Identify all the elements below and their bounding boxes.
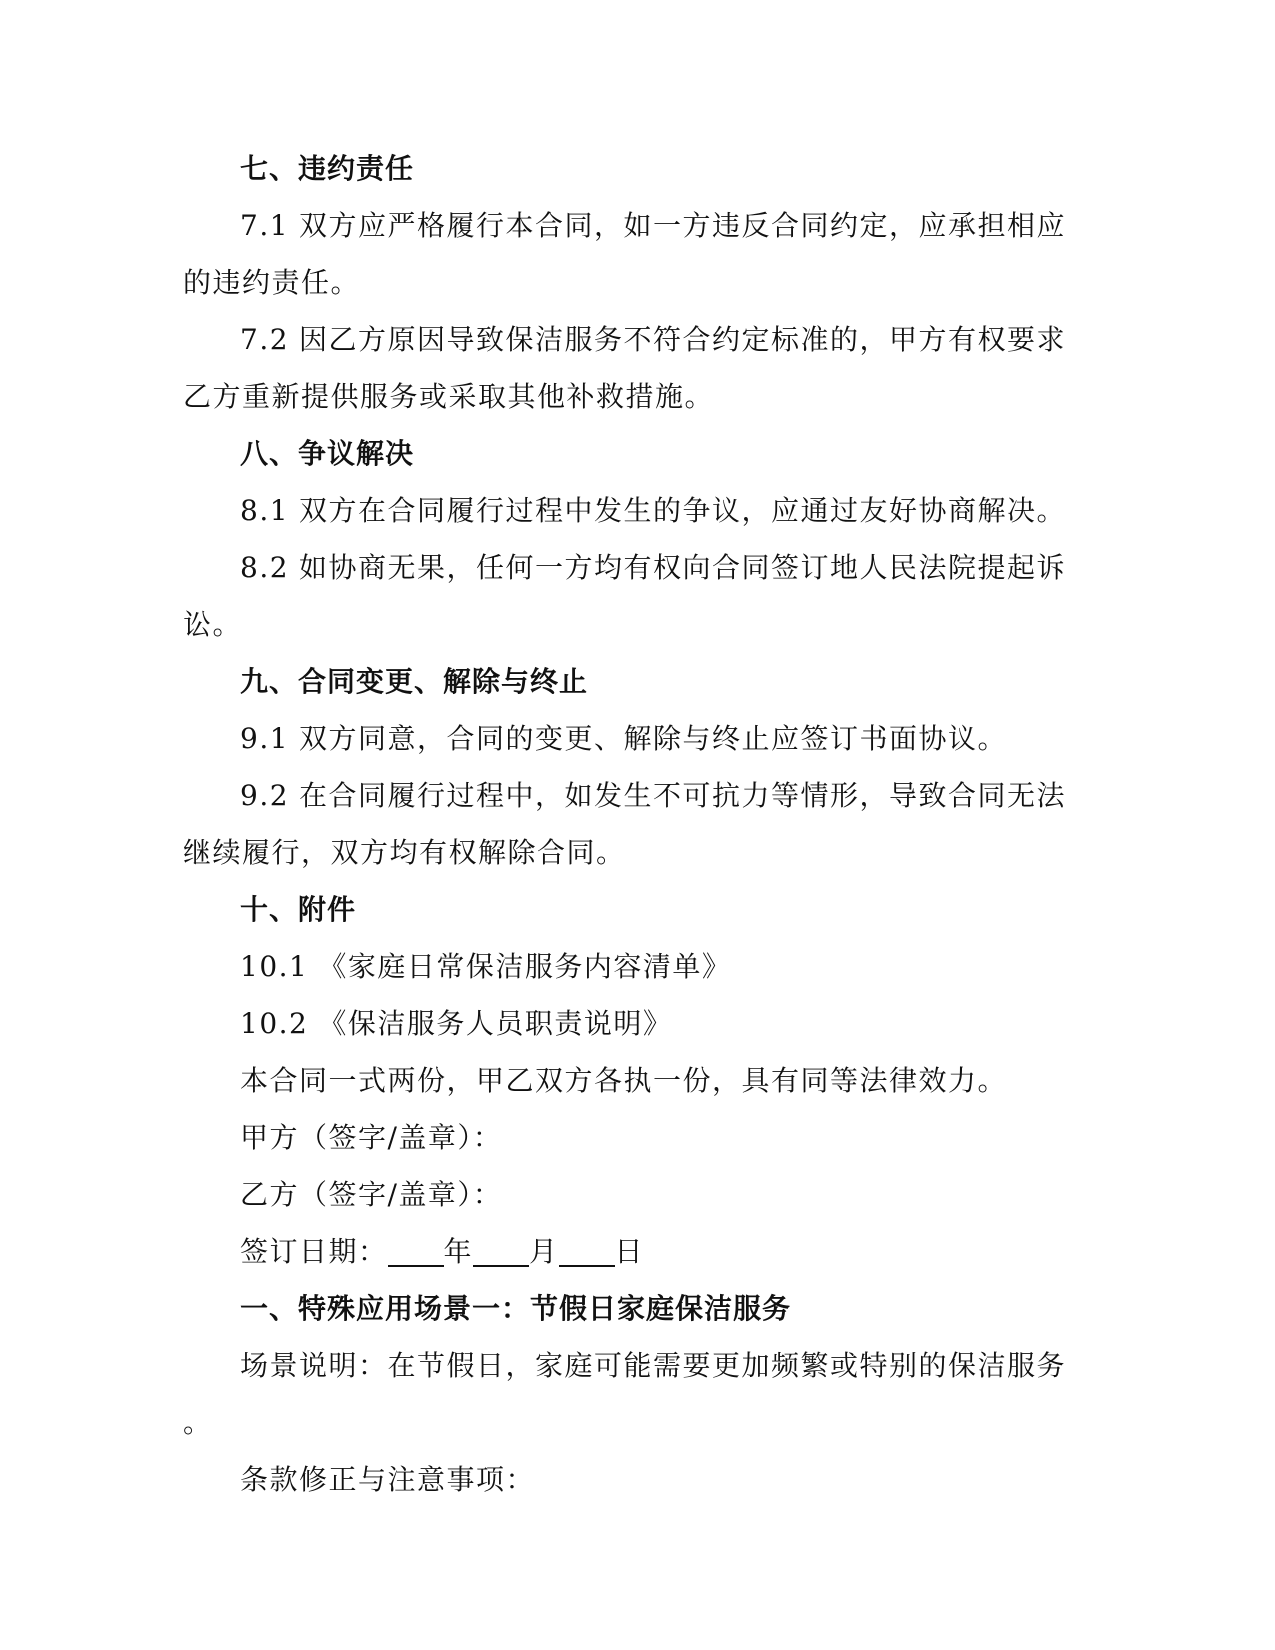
clause-text: 因乙方原因导致保洁服务不符合约定标准的，甲方有权要求 [299, 323, 1067, 356]
clause-number: 8.1 [240, 494, 290, 527]
section-heading-change: 九、合同变更、解除与终止 [240, 665, 589, 698]
clause-text: 双方应严格履行本合同，如一方违反合同约定，应承担相应 [299, 209, 1067, 242]
clause-number: 9.1 [240, 722, 290, 755]
clause-8-1 [183, 482, 1067, 539]
document-body [183, 140, 1067, 1508]
day-blank [559, 1235, 615, 1267]
clause-text: 双方在合同履行过程中发生的争议，应通过友好协商解决。 [299, 494, 1067, 527]
clause-9-2 [183, 767, 1067, 824]
clause-8-2 [183, 539, 1067, 596]
section-heading-attachments: 十、附件 [240, 893, 357, 926]
clause-text: 在合同履行过程中，如发生不可抗力等情形，导致合同无法 [299, 779, 1067, 812]
clause-10-2 [183, 995, 1063, 1052]
clause-10-1 [183, 938, 1063, 995]
copies-statement: 本合同一式两份，甲乙双方各执一份，具有同等法律效力。 [240, 1064, 1008, 1097]
clause-number: 9.2 [240, 779, 290, 812]
amendment-notes-label: 条款修正与注意事项： [240, 1463, 536, 1496]
clause-number: 10.2 [240, 1007, 309, 1040]
year-label: 年 [443, 1235, 474, 1268]
clause-number: 7.1 [240, 209, 290, 242]
party-b-signature: 乙方（签字/盖章）： [240, 1178, 503, 1211]
date-label: 签订日期： [240, 1235, 388, 1268]
clause-number: 10.1 [240, 950, 309, 983]
clause-7-1 [183, 197, 1067, 254]
signing-date [183, 1223, 1063, 1280]
party-a-signature: 甲方（签字/盖章）： [240, 1121, 503, 1154]
clause-9-2-continued: 继续履行，双方均有权解除合同。 [183, 836, 626, 869]
scenario-description-continued: 。 [183, 1406, 213, 1439]
section-heading-dispute: 八、争议解决 [240, 437, 415, 470]
scenario-heading: 一、特殊应用场景一：节假日家庭保洁服务 [240, 1292, 792, 1325]
clause-7-2 [183, 311, 1067, 368]
scenario-description: 场景说明：在节假日，家庭可能需要更加频繁或特别的保洁服务 [240, 1349, 1067, 1382]
clause-text: 《家庭日常保洁服务内容清单》 [318, 950, 732, 983]
clause-text: 《保洁服务人员职责说明》 [318, 1007, 673, 1040]
section-heading-breach: 七、违约责任 [240, 152, 415, 185]
clause-number: 7.2 [240, 323, 290, 356]
clause-9-1 [183, 710, 1063, 767]
clause-number: 8.2 [240, 551, 290, 584]
clause-7-1-continued: 的违约责任。 [183, 266, 361, 299]
year-blank [388, 1235, 444, 1267]
clause-7-2-continued: 乙方重新提供服务或采取其他补救措施。 [183, 380, 715, 413]
clause-text: 双方同意，合同的变更、解除与终止应签订书面协议。 [299, 722, 1008, 755]
month-label: 月 [529, 1235, 559, 1268]
clause-8-2-continued: 讼。 [183, 608, 243, 641]
day-label: 日 [614, 1235, 645, 1268]
month-blank [473, 1235, 529, 1267]
clause-text: 如协商无果，任何一方均有权向合同签订地人民法院提起诉 [299, 551, 1067, 584]
